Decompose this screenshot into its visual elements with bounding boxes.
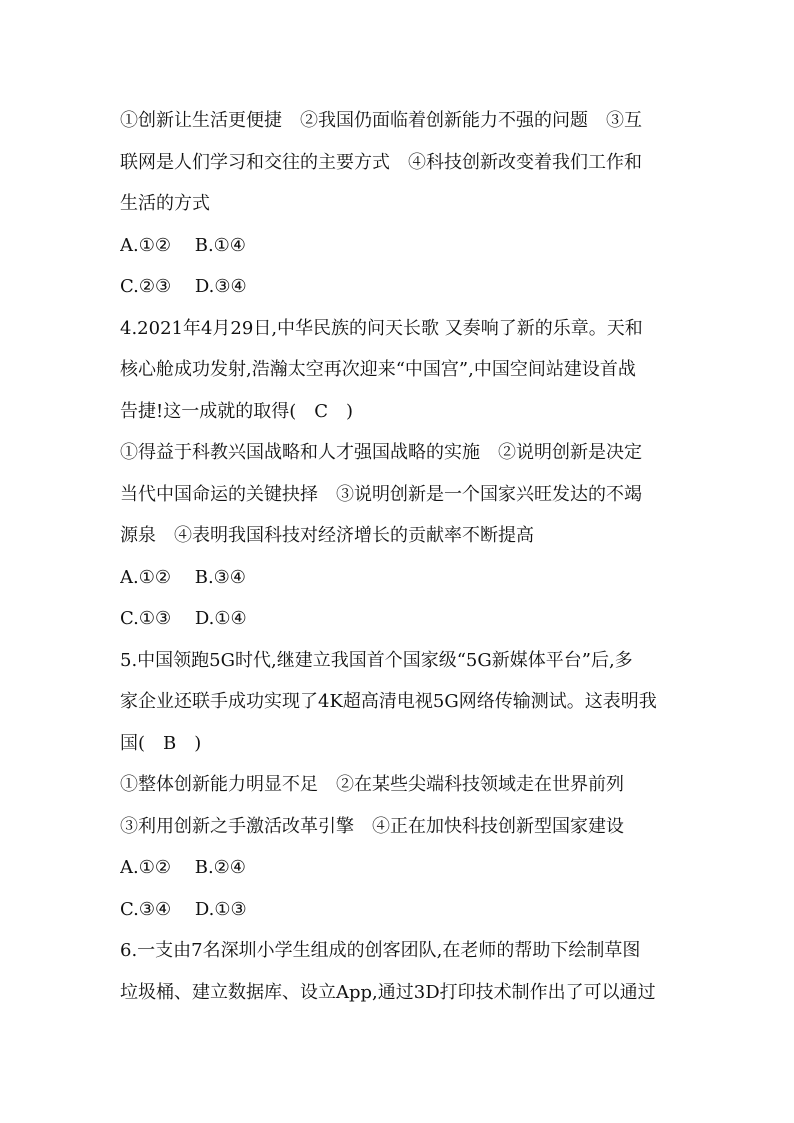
answer-options: C.③④ D.①③ xyxy=(120,898,247,920)
question-6-text: 6.一支由7名深圳小学生组成的创客团队,在老师的帮助下绘制草图 xyxy=(120,940,641,961)
statement-line: 当代中国命运的关键抉择 ③说明创新是一个国家兴旺发达的不竭 xyxy=(120,483,642,505)
question-4-text: 核心舱成功发射,浩瀚太空再次迎来“中国宫”,中国空间站建设首战 xyxy=(120,359,636,380)
answer-options: A.①② B.③④ xyxy=(120,566,246,588)
statement-line: ①得益于科教兴国战略和人才强国战略的实施 ②说明创新是决定 xyxy=(120,442,642,463)
statement-line: ③利用创新之手激活改革引擎 ④正在加快科技创新型国家建设 xyxy=(120,815,624,837)
document-page xyxy=(120,100,680,1013)
text-line: ①创新让生活更便捷 ②我国仍面临着创新能力不强的问题 ③互 xyxy=(120,110,642,131)
question-5-text: 国( B ) xyxy=(120,732,202,754)
answer-options: C.②③ D.③④ xyxy=(120,276,247,297)
answer-options: C.①③ D.①④ xyxy=(120,608,247,629)
question-4-text: 告捷!这一成就的取得( C ) xyxy=(120,400,354,422)
text-line: 联网是人们学习和交往的主要方式 ④科技创新改变着我们工作和 xyxy=(120,151,642,173)
answer-options: A.①② B.①④ xyxy=(120,234,246,256)
question-5-text: 5.中国领跑5G时代,继建立我国首个国家级“5G新媒体平台”后,多 xyxy=(120,649,633,671)
question-4-text: 4.2021年4月29日,中华民族的问天长歌 又奏响了新的乐章。天和 xyxy=(120,317,643,339)
question-6-text: 垃圾桶、建立数据库、设立App,通过3D打印技术制作出了可以通过 xyxy=(120,981,656,1003)
text-line: 生活的方式 xyxy=(120,193,210,214)
statement-line: 源泉 ④表明我国科技对经济增长的贡献率不断提高 xyxy=(120,525,534,546)
question-5-text: 家企业还联手成功实现了4K超高清电视5G网络传输测试。这表明我 xyxy=(120,691,657,712)
statement-line: ①整体创新能力明显不足 ②在某些尖端科技领域走在世界前列 xyxy=(120,774,624,795)
answer-options: A.①② B.②④ xyxy=(120,857,246,878)
